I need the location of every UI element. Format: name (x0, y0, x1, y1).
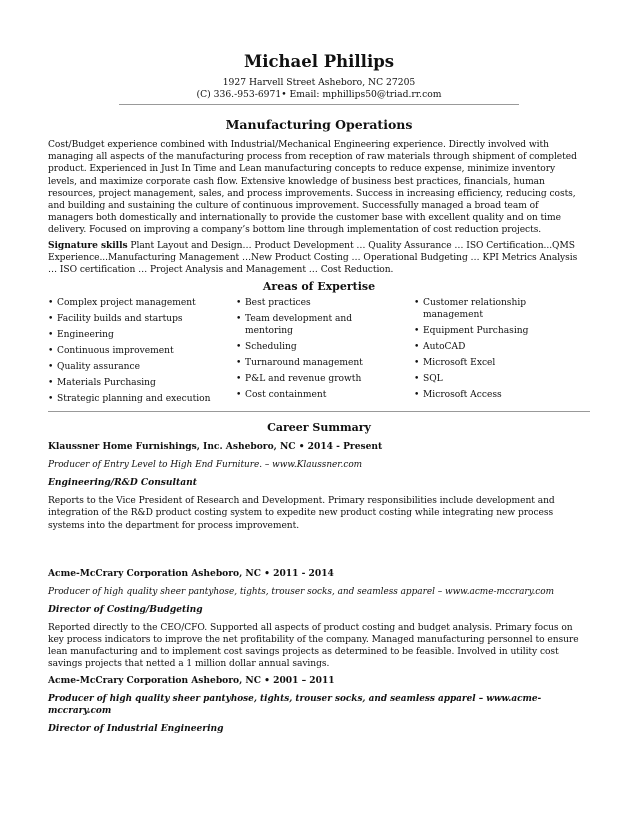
list-item: • Materials Purchasing (48, 378, 156, 389)
job-entry (48, 441, 590, 532)
header-divider (119, 104, 519, 105)
job-company: Acme-McCrary Corporation Asheboro, NC • 2011 - 2014 (48, 567, 334, 579)
list-item: • Team development and mentoring (236, 314, 353, 337)
bullet-icon: • (236, 342, 242, 353)
list-item: • Engineering (48, 330, 114, 341)
job-text-line: lean manufacturing and to implement cost savings projects as determined to be feasible. Involved in utility cost (48, 647, 559, 658)
list-item: • Continuous improvement (48, 346, 174, 357)
list-item: • Customer relationship management (414, 298, 527, 321)
summary-line: delivery. Focused on improving a company’s bottom line through implementation of cost reduction projects. (48, 225, 542, 236)
candidate-name: Michael Phillips (243, 52, 395, 71)
job-company: Klaussner Home Furnishings, Inc. Asheboro, NC • 2014 - Present (48, 441, 383, 453)
job-role: Director of Costing/Budgeting (48, 603, 203, 615)
bullet-icon: • (48, 330, 54, 341)
address-line: 1927 Harvell Street Asheboro, NC 27205 (222, 77, 416, 88)
career-section (48, 420, 590, 734)
summary-line: product. Experienced in Just In Time and Lean manufacturing concepts to reduce expense, minimize inventory (48, 164, 556, 175)
job-role: Director of Industrial Engineering (48, 722, 224, 734)
job-description: Producer of high quality sheer pantyhose, tights, trouser socks, and seamless apparel – www.acme-mccrary.com (48, 586, 554, 597)
list-item: • Equipment Purchasing (414, 326, 529, 337)
bullet-icon: • (48, 298, 54, 309)
signature-line (48, 240, 590, 252)
contact-line: (C) 336.-953-6971• Email: mphillips50@triad.rr.com (196, 89, 442, 100)
bullet-icon: • (414, 342, 420, 353)
signature-text: Plant Layout and Design… Product Development … Quality Assurance … ISO Certification...QMS (127, 240, 575, 251)
bullet-icon: • (236, 314, 242, 325)
expertise-columns (48, 297, 590, 409)
signature-line: … ISO certification … Project Analysis and Management … Cost Reduction. (48, 265, 394, 276)
expertise-column-3 (414, 297, 584, 409)
list-item: • Microsoft Excel (414, 358, 496, 369)
list-item: • Scheduling (236, 342, 297, 353)
signature-skills (48, 240, 590, 277)
bullet-icon: • (236, 298, 242, 309)
list-item: • AutoCAD (414, 342, 466, 353)
bullet-icon: • (236, 358, 242, 369)
job-entry (48, 568, 590, 671)
bullet-icon: • (48, 378, 54, 389)
summary-line: managing all aspects of the manufacturing process from reception of raw materials through shipment of completed (48, 152, 577, 163)
expertise-title: Areas of Expertise (262, 280, 376, 294)
summary-line: Cost/Budget experience combined with Industrial/Mechanical Engineering experience. Directly involved with (48, 140, 549, 150)
bullet-icon: • (48, 314, 54, 325)
bullet-icon: • (236, 390, 242, 401)
list-item: • P&L and revenue growth (236, 374, 362, 385)
job-role: Engineering/R&D Consultant (48, 477, 197, 489)
list-item: • Microsoft Access (414, 390, 502, 401)
list-item: • Strategic planning and execution (48, 394, 211, 405)
summary-line: resources, project management, sales, and process improvements. Success in increasing efficiency, reducing costs, (48, 188, 576, 199)
job-text-line: savings projects that netted a 1 million dollar annual savings. (48, 659, 330, 670)
resume-page (48, 52, 590, 735)
signature-line: Experience...Manufacturing Management …New Product Costing … Operational Budgeting … KPI Metrics Analysis (48, 252, 578, 263)
list-item: • Cost containment (236, 390, 327, 401)
career-title: Career Summary (267, 421, 371, 435)
summary-line: and building and sustaining the culture of continuous improvement. Successfully managed a broad team of (48, 201, 539, 212)
summary-line: managers both domestically and internationally to provide the customer base with excellent quality and on time (48, 213, 561, 224)
job-text-line: Reports to the Vice President of Research and Development. Primary responsibilities include development and (48, 496, 555, 507)
list-item: • Facility builds and startups (48, 314, 183, 325)
list-item: • Turnaround management (236, 358, 363, 369)
job-text-line: Reported directly to the CEO/CFO. Supported all aspects of product costing and budget analysis. Primary focus on (48, 622, 573, 633)
bullet-icon: • (414, 326, 420, 337)
expertise-section (48, 279, 590, 412)
job-text-line: systems into the department for process improvement. (48, 520, 300, 531)
bullet-icon: • (48, 362, 54, 373)
bullet-icon: • (414, 298, 420, 309)
bullet-icon: • (414, 390, 420, 401)
resume-header (48, 52, 590, 105)
job-entry (48, 675, 590, 735)
list-item: • Complex project management (48, 298, 196, 309)
summary-paragraph (48, 139, 590, 237)
job-description: Producer of high quality sheer pantyhose, tights, trouser socks, and seamless apparel – www.acme-mccrary.com (48, 693, 542, 716)
expertise-column-2 (236, 297, 414, 409)
bullet-icon: • (48, 394, 54, 405)
expertise-column-1 (48, 297, 236, 409)
bullet-icon: • (236, 374, 242, 385)
bullet-icon: • (414, 358, 420, 369)
summary-line: levels, and maximize corporate cash flow. Extensive knowledge of business best practices, financials, human (48, 176, 545, 187)
summary-title: Manufacturing Operations (225, 117, 413, 132)
list-item: • Best practices (236, 298, 311, 309)
bullet-icon: • (48, 346, 54, 357)
list-item: • Quality assurance (48, 362, 140, 373)
job-description: Producer of Entry Level to High End Furniture. – www.Klaussner.com (48, 460, 363, 471)
summary-section (48, 117, 590, 276)
bullet-icon: • (414, 374, 420, 385)
job-text-line: key process indicators to improve the net profitability of the company. Managed manufacturing personnel to ensure (48, 635, 579, 646)
job-company: Acme-McCrary Corporation Asheboro, NC • 2001 – 2011 (48, 674, 335, 686)
expertise-divider (48, 411, 590, 412)
job-text-line: integration of the R&D product costing system to expedite new product costing while integrating new process (48, 508, 554, 519)
signature-label: Signature skills (48, 239, 128, 251)
list-item: • SQL (414, 374, 443, 385)
